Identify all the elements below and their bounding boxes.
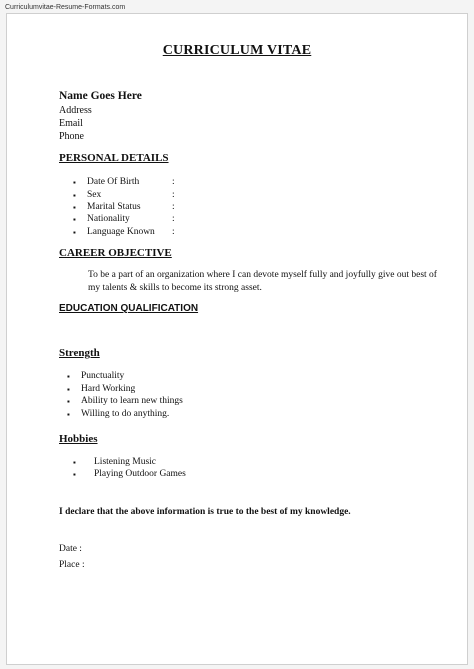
personal-item-label: Nationality xyxy=(87,214,130,224)
career-objective-text: To be a part of an organization where I can devote myself fully and joyfully give out best of my talents & skills to become its strong asset. xyxy=(88,270,437,293)
candidate-name: Name Goes Here xyxy=(59,90,142,102)
hobby-item: Listening Music xyxy=(94,457,157,467)
education-heading: EDUCATION QUALIFICATION xyxy=(59,303,199,314)
bullet-icon: ▪ xyxy=(73,228,76,237)
colon-separator: : xyxy=(172,202,175,212)
bullet-icon: ▪ xyxy=(73,458,76,467)
personal-item-label: Language Known xyxy=(87,227,155,237)
strength-item: Willing to do anything. xyxy=(81,409,170,419)
date-label: Date : xyxy=(59,544,82,554)
career-objective-heading: CAREER OBJECTIVE xyxy=(59,247,172,259)
personal-details-heading: PERSONAL DETAILS xyxy=(59,152,169,164)
bullet-icon: ▪ xyxy=(73,215,76,224)
bullet-icon: ▪ xyxy=(67,372,70,381)
colon-separator: : xyxy=(172,214,175,224)
contact-email: Email xyxy=(59,118,83,129)
place-label: Place : xyxy=(59,560,85,570)
bullet-icon: ▪ xyxy=(73,203,76,212)
document-title: CURRICULUM VITAE xyxy=(162,43,312,58)
personal-item-label: Sex xyxy=(87,190,102,200)
strength-item: Hard Working xyxy=(81,384,136,394)
personal-item-label: Date Of Birth xyxy=(87,177,140,187)
bullet-icon: ▪ xyxy=(73,470,76,479)
contact-phone: Phone xyxy=(59,131,84,142)
colon-separator: : xyxy=(172,227,175,237)
bullet-icon: ▪ xyxy=(67,385,70,394)
strength-heading: Strength xyxy=(59,347,100,359)
hobby-item: Playing Outdoor Games xyxy=(94,469,186,479)
bullet-icon: ▪ xyxy=(73,178,76,187)
hobbies-heading: Hobbies xyxy=(59,433,98,445)
declaration-text: I declare that the above information is true to the best of my knowledge. xyxy=(59,507,351,517)
personal-item-label: Marital Status xyxy=(87,202,141,212)
source-url: Curriculumvitae-Resume-Formats.com xyxy=(5,4,126,11)
bullet-icon: ▪ xyxy=(67,410,70,419)
colon-separator: : xyxy=(172,190,175,200)
colon-separator: : xyxy=(172,177,175,187)
strength-item: Punctuality xyxy=(81,371,125,381)
bullet-icon: ▪ xyxy=(73,191,76,200)
document-page xyxy=(6,13,468,665)
contact-address: Address xyxy=(59,105,92,116)
strength-item: Ability to learn new things xyxy=(81,396,183,406)
bullet-icon: ▪ xyxy=(67,397,70,406)
